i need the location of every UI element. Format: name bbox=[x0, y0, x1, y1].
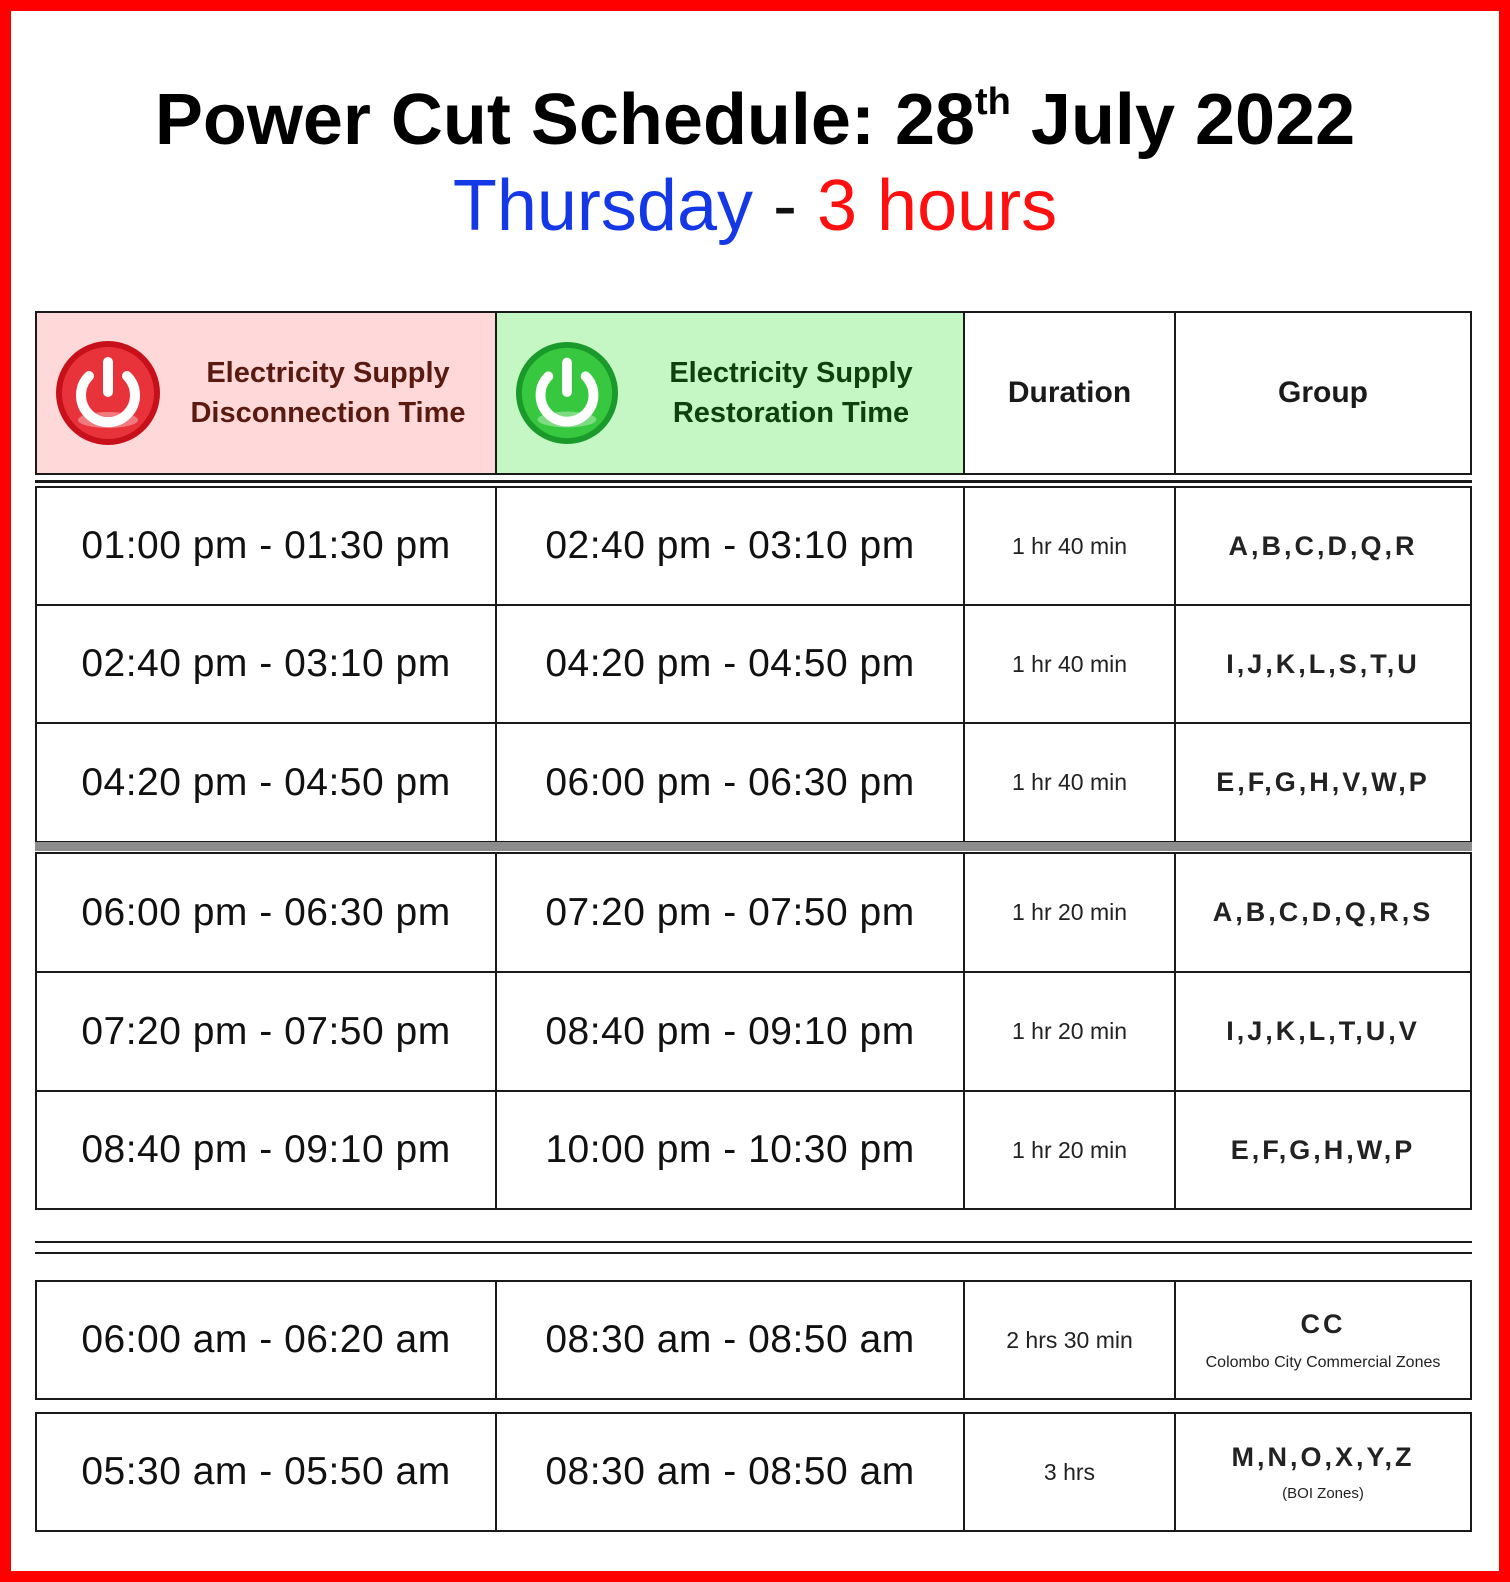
table-cell bbox=[495, 604, 965, 724]
table-cell bbox=[963, 1412, 1176, 1532]
group-value: I,J,K,L,T,U,V bbox=[1226, 1016, 1420, 1046]
table-cell bbox=[35, 604, 497, 724]
time-range: 08:30 am - 08:50 am bbox=[545, 1450, 915, 1493]
time-range: 06:00 pm - 06:30 pm bbox=[545, 760, 915, 804]
table-cell bbox=[35, 971, 497, 1092]
section-separator bbox=[35, 1241, 1472, 1243]
group-note: Colombo City Commercial Zones bbox=[1205, 1353, 1441, 1371]
duration-value: 1 hr 40 min bbox=[1011, 650, 1128, 677]
table-cell bbox=[495, 1090, 965, 1210]
time-range: 04:20 pm - 04:50 pm bbox=[81, 760, 451, 804]
table-cell bbox=[35, 852, 497, 973]
header-duration: Duration bbox=[963, 311, 1176, 475]
table-cell bbox=[1174, 1090, 1472, 1210]
group-value: E,F,G,H,W,P bbox=[1230, 1134, 1416, 1165]
time-range: 02:40 pm - 03:10 pm bbox=[545, 524, 915, 567]
duration-value: 1 hr 20 min bbox=[1011, 1136, 1128, 1163]
header-group: Group bbox=[1174, 311, 1472, 475]
time-range: 08:30 am - 08:50 am bbox=[545, 1318, 915, 1361]
time-range: 02:40 pm - 03:10 pm bbox=[81, 642, 451, 685]
table-cell bbox=[495, 1280, 965, 1400]
table-cell bbox=[495, 722, 965, 843]
group-value: CC bbox=[1300, 1308, 1346, 1339]
section-divider bbox=[35, 842, 1472, 851]
duration-value: 1 hr 20 min bbox=[1011, 899, 1128, 925]
table-cell bbox=[1174, 722, 1472, 843]
time-range: 01:00 pm - 01:30 pm bbox=[81, 524, 451, 567]
table-cell bbox=[963, 1090, 1176, 1210]
header-divider bbox=[35, 480, 1472, 483]
page-title: Power Cut Schedule: 28th July 2022 bbox=[154, 80, 1356, 160]
table-cell bbox=[35, 1090, 497, 1210]
table-cell bbox=[963, 486, 1176, 606]
table-cell bbox=[35, 486, 497, 606]
table-cell bbox=[1174, 486, 1472, 606]
table-cell bbox=[1174, 1280, 1472, 1400]
group-value: M,N,O,X,Y,Z bbox=[1231, 1442, 1415, 1472]
power-on-green-icon bbox=[515, 341, 619, 445]
power-off-red-icon bbox=[55, 340, 161, 446]
table-cell bbox=[1174, 1412, 1472, 1532]
time-range: 06:00 pm - 06:30 pm bbox=[81, 890, 451, 934]
table-cell bbox=[495, 852, 965, 973]
group-value: A,B,C,D,Q,R,S bbox=[1212, 897, 1434, 927]
group-note: (BOI Zones) bbox=[1282, 1485, 1364, 1502]
time-range: 04:20 pm - 04:50 pm bbox=[545, 642, 915, 685]
time-range: 08:40 pm - 09:10 pm bbox=[545, 1009, 915, 1053]
time-range: 10:00 pm - 10:30 pm bbox=[545, 1128, 915, 1171]
duration-value: 1 hr 20 min bbox=[1011, 1018, 1128, 1044]
table-cell bbox=[495, 486, 965, 606]
table-cell bbox=[963, 604, 1176, 724]
time-range: 07:20 pm - 07:50 pm bbox=[81, 1009, 451, 1053]
group-value: E,F,G,H,V,W,P bbox=[1216, 767, 1430, 797]
duration-value: 3 hrs bbox=[1043, 1458, 1096, 1485]
table-cell bbox=[35, 722, 497, 843]
table-cell bbox=[1174, 852, 1472, 973]
table-cell bbox=[495, 1412, 965, 1532]
duration-value: 1 hr 40 min bbox=[1011, 769, 1128, 795]
time-range: 06:00 am - 06:20 am bbox=[81, 1318, 451, 1361]
table-cell bbox=[495, 971, 965, 1092]
table-cell bbox=[1174, 971, 1472, 1092]
day-label: Thursday bbox=[452, 166, 753, 246]
group-value: A,B,C,D,Q,R bbox=[1228, 530, 1418, 561]
page-subtitle: Thursday - 3 hours bbox=[452, 166, 1058, 246]
time-range: 07:20 pm - 07:50 pm bbox=[545, 890, 915, 934]
table-cell bbox=[1174, 604, 1472, 724]
duration-value: 2 hrs 30 min bbox=[1006, 1326, 1133, 1353]
hours-label: 3 hours bbox=[816, 166, 1058, 246]
time-range: 05:30 am - 05:50 am bbox=[81, 1450, 451, 1493]
group-value: I,J,K,L,S,T,U bbox=[1226, 648, 1420, 679]
header-restoration-time: Electricity Supply Restoration Time bbox=[495, 311, 965, 475]
header-disconnection-time: Electricity Supply Disconnection Time bbox=[35, 311, 497, 475]
table-cell bbox=[35, 1280, 497, 1400]
table-cell bbox=[963, 852, 1176, 973]
duration-value: 1 hr 40 min bbox=[1011, 532, 1128, 559]
table-cell bbox=[963, 1280, 1176, 1400]
table-cell bbox=[963, 971, 1176, 1092]
time-range: 08:40 pm - 09:10 pm bbox=[81, 1128, 451, 1171]
table-cell bbox=[35, 1412, 497, 1532]
table-cell bbox=[963, 722, 1176, 843]
